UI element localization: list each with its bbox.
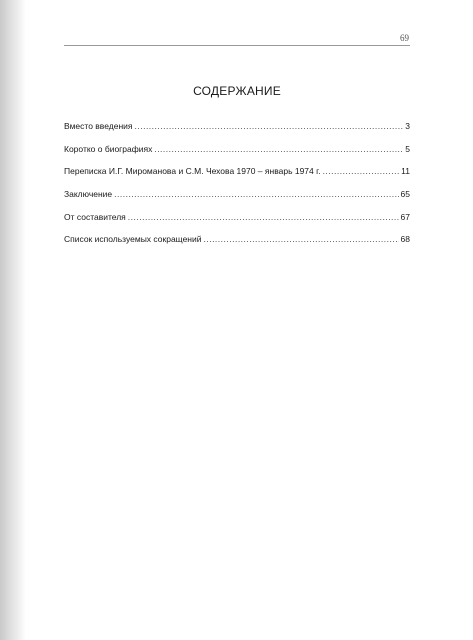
toc-leader-dots [203, 232, 398, 247]
page-edge-shadow [0, 0, 26, 640]
toc-entry-biographies [64, 142, 410, 157]
toc-title: СОДЕРЖАНИЕ [193, 84, 281, 98]
toc-leader-dots [323, 164, 400, 179]
toc-entry-page: 68 [400, 234, 410, 245]
toc-list [64, 119, 410, 255]
toc-entry-label: Список используемых сокращений [64, 234, 202, 245]
toc-entry-label: Вместо введения [64, 121, 133, 131]
toc-entry-label: Заключение [64, 189, 113, 200]
toc-entry-from-compiler [64, 210, 410, 225]
toc-entry-introduction [64, 119, 410, 134]
toc-entry-label: От составителя [64, 211, 126, 222]
toc-leader-dots [128, 210, 399, 225]
toc-leader-dots [114, 187, 398, 202]
toc-entry-page: 5 [405, 143, 410, 154]
toc-entry-label: Коротко о биографиях [64, 143, 153, 154]
toc-entry-page: 11 [401, 166, 410, 177]
toc-leader-dots [135, 119, 404, 134]
page-number: 69 [400, 33, 409, 43]
toc-entry-page: 65 [400, 189, 410, 200]
toc-entry-page: 3 [405, 121, 410, 131]
toc-entry-page: 67 [400, 211, 410, 222]
toc-entry-label: Переписка И.Г. Миромановa и С.М. Чехова 1970 – январь 1974 г. [64, 166, 321, 177]
toc-entry-correspondence [64, 164, 410, 179]
toc-entry-conclusion [64, 187, 410, 202]
toc-entry-abbreviations [64, 232, 410, 247]
toc-leader-dots [154, 142, 403, 157]
header-rule [64, 45, 410, 46]
